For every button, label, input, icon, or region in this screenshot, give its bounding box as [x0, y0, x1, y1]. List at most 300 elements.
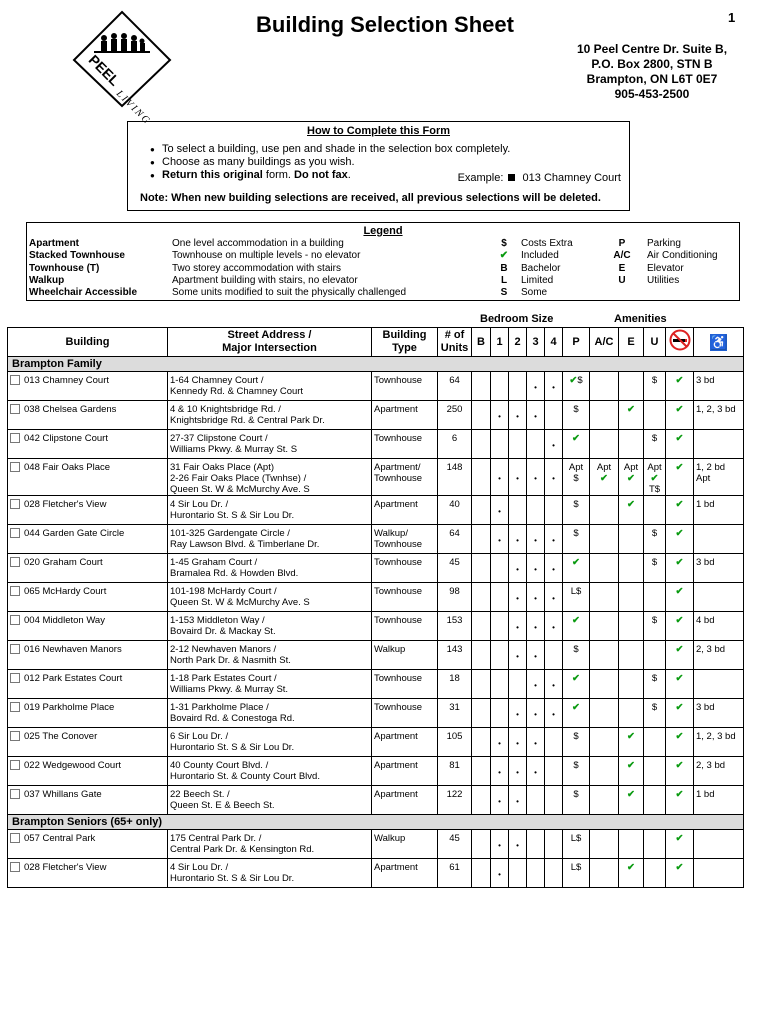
bedroom-size-cell	[509, 670, 527, 699]
return-end-text: .	[347, 169, 351, 181]
building-type-cell: Townhouse	[372, 554, 438, 583]
bedroom-size-cell: •	[527, 372, 545, 401]
building-name: 016 Newhaven Manors	[24, 644, 122, 655]
instructions-box	[127, 121, 630, 211]
bedroom-size-cell: •	[491, 496, 509, 525]
check-icon: ✔	[627, 499, 635, 510]
bedroom-size-cell: •	[527, 583, 545, 612]
bedroom-size-header: Bedroom Size	[480, 313, 554, 325]
legend-amenity-code: U	[618, 274, 626, 286]
building-cell	[8, 459, 168, 496]
units-cell: 148	[438, 459, 472, 496]
address-cell: 101-198 McHardy Court / Queen St. W & McMurchy Ave. S	[168, 583, 372, 612]
table-row	[8, 786, 744, 815]
bedroom-size-cell	[472, 641, 491, 670]
units-cell: 31	[438, 699, 472, 728]
column-header	[694, 328, 744, 357]
check-icon: ✔	[675, 789, 684, 800]
legend-definition: Townhouse on multiple levels - no elevator	[172, 250, 361, 262]
bedroom-size-cell: •	[509, 786, 527, 815]
wheelchair-accessible-cell: 3 bd	[694, 372, 744, 401]
table-row	[8, 554, 744, 583]
building-type-cell: Walkup	[372, 830, 438, 859]
bedroom-size-cell	[545, 401, 563, 430]
no-smoking-cell	[666, 670, 694, 699]
legend-symbol: $	[501, 238, 507, 249]
units-cell: 105	[438, 728, 472, 757]
amenity-cell-e	[619, 496, 644, 525]
amenity-cell-u	[644, 786, 666, 815]
bedroom-size-cell: •	[545, 525, 563, 554]
legend-symbol-descriptions	[521, 238, 573, 299]
selection-checkbox[interactable]	[10, 702, 20, 712]
check-icon: ✔	[627, 760, 635, 771]
return-original-text: Return this original	[162, 169, 263, 181]
example	[458, 172, 621, 184]
page-title: Building Selection Sheet	[256, 12, 514, 37]
building-name: 012 Park Estates Court	[24, 673, 123, 684]
legend-definition: Apartment building with stairs, no elevator	[172, 274, 358, 286]
legend-symbol: B	[500, 262, 508, 274]
wheelchair-accessible-cell: 3 bd	[694, 554, 744, 583]
amenity-cell-u	[644, 401, 666, 430]
check-icon: ✔	[650, 473, 659, 484]
no-smoking-cell	[666, 401, 694, 430]
building-cell	[8, 757, 168, 786]
wheelchair-accessible-cell	[694, 859, 744, 888]
bedroom-size-cell	[472, 728, 491, 757]
address-cell: 1-31 Parkholme Place / Bovaird Rd. & Conestoga Rd.	[168, 699, 372, 728]
amenity-cell-ac	[590, 496, 619, 525]
no-smoking-cell	[666, 757, 694, 786]
units-cell: 64	[438, 372, 472, 401]
legend-definition: Two storey accommodation with stairs	[172, 262, 341, 274]
bedroom-size-cell	[545, 830, 563, 859]
bedroom-size-cell	[472, 430, 491, 459]
wheelchair-accessible-cell	[694, 525, 744, 554]
check-icon: ✔	[627, 731, 635, 742]
legend-amenity-description: Elevator	[647, 262, 684, 274]
selection-checkbox[interactable]	[10, 615, 20, 625]
building-name: 028 Fletcher's View	[24, 862, 107, 873]
building-type-cell: Apartment	[372, 401, 438, 430]
bedroom-size-cell: •	[509, 583, 527, 612]
wheelchair-accessible-cell	[694, 670, 744, 699]
bedroom-size-cell	[491, 583, 509, 612]
bedroom-size-cell	[472, 459, 491, 496]
building-cell	[8, 430, 168, 459]
bedroom-size-cell: •	[527, 699, 545, 728]
check-icon: ✔	[675, 833, 684, 844]
building-cell	[8, 583, 168, 612]
building-cell	[8, 641, 168, 670]
address-cell: 1-64 Chamney Court / Kennedy Rd. & Chamney Court	[168, 372, 372, 401]
selection-checkbox[interactable]	[10, 833, 20, 843]
address-line: P.O. Box 2800, STN B	[591, 57, 713, 71]
building-type-cell: Apartment	[372, 757, 438, 786]
bedroom-size-cell	[509, 496, 527, 525]
amenity-cell-p: $	[563, 401, 590, 430]
return-form-text: form.	[262, 169, 295, 181]
bedroom-size-cell	[545, 728, 563, 757]
filled-box-icon	[508, 174, 515, 181]
legend-term: Stacked Townhouse	[29, 250, 125, 262]
legend-box	[26, 222, 740, 301]
units-cell: 143	[438, 641, 472, 670]
amenity-cell-e	[619, 830, 644, 859]
bedroom-size-cell	[545, 641, 563, 670]
amenity-cell-p	[563, 670, 590, 699]
address-line: Brampton, ON L6T 0E7	[586, 72, 718, 86]
instruction-item: ● Choose as many buildings as you wish.	[150, 156, 629, 169]
legend-symbol: L	[500, 274, 508, 286]
amenity-cell-p: Apt $	[563, 459, 590, 496]
bedroom-size-cell: •	[545, 699, 563, 728]
selection-checkbox[interactable]	[10, 528, 20, 538]
selection-checkbox[interactable]	[10, 462, 20, 472]
selection-checkbox[interactable]	[10, 375, 20, 385]
address-cell: 40 County Court Blvd. / Hurontario St. & County Court Blvd.	[168, 757, 372, 786]
amenity-cell-u	[644, 859, 666, 888]
amenity-cell-ac	[590, 786, 619, 815]
bedroom-size-cell: •	[545, 583, 563, 612]
bedroom-size-cell: •	[509, 830, 527, 859]
building-cell	[8, 786, 168, 815]
amenity-cell-u: $	[644, 372, 666, 401]
amenity-cell-u: $	[644, 670, 666, 699]
building-name: 028 Fletcher's View	[24, 499, 107, 510]
selection-checkbox[interactable]	[10, 862, 20, 872]
check-icon: ✔	[572, 615, 580, 626]
building-name: 037 Whillans Gate	[24, 789, 102, 800]
building-type-cell: Townhouse	[372, 699, 438, 728]
address-cell: 101-325 Gardengate Circle / Ray Lawson Blvd. & Timberlane Dr.	[168, 525, 372, 554]
bedroom-size-cell	[527, 430, 545, 459]
amenity-cell-ac	[590, 830, 619, 859]
check-icon: ✔	[572, 433, 580, 444]
legend-amenity-code: P	[618, 238, 626, 249]
legend-term: Walkup	[29, 274, 65, 286]
amenity-cell-ac	[590, 372, 619, 401]
no-smoking-cell	[666, 699, 694, 728]
check-icon: ✔	[675, 586, 684, 597]
building-name: 013 Chamney Court	[24, 375, 110, 386]
column-header: 3	[527, 328, 545, 357]
amenity-cell-p	[563, 612, 590, 641]
legend-amenity-description: Air Conditioning	[647, 250, 718, 262]
example-label: Example:	[457, 172, 504, 184]
table-row	[8, 830, 744, 859]
check-icon: ✔	[572, 673, 580, 684]
bedroom-size-cell: •	[527, 401, 545, 430]
address-cell: 22 Beech St. / Queen St. E & Beech St.	[168, 786, 372, 815]
amenity-cell-e	[619, 612, 644, 641]
amenity-cell-u	[644, 757, 666, 786]
check-icon: ✔	[675, 615, 684, 626]
building-type-cell: Walkup	[372, 641, 438, 670]
legend-symbol-description: Limited	[521, 274, 554, 286]
building-type-cell: Apartment	[372, 859, 438, 888]
bedroom-size-cell	[472, 830, 491, 859]
table-row	[8, 670, 744, 699]
building-cell	[8, 670, 168, 699]
bedroom-size-cell	[527, 859, 545, 888]
address-cell: 4 Sir Lou Dr. / Hurontario St. S & Sir Lou Dr.	[168, 496, 372, 525]
wheelchair-icon: ♿	[710, 333, 728, 350]
bedroom-size-cell: •	[527, 670, 545, 699]
units-cell: 61	[438, 859, 472, 888]
selection-checkbox[interactable]	[10, 673, 20, 683]
amenity-cell-p: $	[563, 641, 590, 670]
check-icon: ✔	[572, 557, 580, 568]
bedroom-size-cell: •	[527, 525, 545, 554]
address-cell: 1-153 Middleton Way / Bovaird Dr. & Mackay St.	[168, 612, 372, 641]
bedroom-size-cell	[491, 670, 509, 699]
bedroom-size-cell	[527, 830, 545, 859]
bedroom-size-cell: •	[527, 641, 545, 670]
units-cell: 81	[438, 757, 472, 786]
amenity-cell-e	[619, 757, 644, 786]
units-cell: 250	[438, 401, 472, 430]
amenity-cell-ac: Apt ✔	[590, 459, 619, 496]
amenity-cell-e	[619, 430, 644, 459]
bedroom-size-cell: •	[509, 525, 527, 554]
wheelchair-accessible-cell: 2, 3 bd	[694, 641, 744, 670]
amenity-cell-ac	[590, 612, 619, 641]
wheelchair-accessible-cell: 1, 2, 3 bd	[694, 401, 744, 430]
building-name: 044 Garden Gate Circle	[24, 528, 125, 539]
legend-amenity-description: Utilities	[647, 274, 680, 286]
check-icon: ✔	[627, 862, 635, 873]
no-smoking-cell	[666, 525, 694, 554]
legend-definitions	[172, 238, 406, 299]
building-name: 038 Chelsea Gardens	[24, 404, 117, 415]
amenity-cell-e	[619, 401, 644, 430]
check-icon: ✔	[675, 862, 684, 873]
selection-checkbox[interactable]	[10, 433, 20, 443]
bedroom-size-cell	[472, 699, 491, 728]
building-name: 020 Graham Court	[24, 557, 103, 568]
building-table	[7, 327, 744, 888]
table-row	[8, 430, 744, 459]
building-cell	[8, 859, 168, 888]
column-header: B	[472, 328, 491, 357]
bedroom-size-cell: •	[527, 459, 545, 496]
table-row	[8, 728, 744, 757]
check-icon: ✔	[675, 528, 684, 539]
amenity-cell-p: $	[563, 786, 590, 815]
no-smoking-cell	[666, 583, 694, 612]
check-icon: ✔	[499, 250, 509, 262]
amenity-cell-ac	[590, 670, 619, 699]
no-smoking-icon	[669, 329, 691, 351]
building-type-cell: Townhouse	[372, 612, 438, 641]
legend-symbol-description: Costs Extra	[521, 238, 573, 249]
check-icon: ✔	[675, 731, 684, 742]
check-icon: ✔	[627, 404, 635, 415]
check-icon: ✔	[675, 433, 684, 444]
selection-checkbox[interactable]	[10, 499, 20, 509]
check-icon: ✔	[600, 473, 608, 484]
amenity-cell-u: $	[644, 612, 666, 641]
building-cell	[8, 525, 168, 554]
bedroom-size-cell: •	[527, 728, 545, 757]
bedroom-size-cell: •	[509, 554, 527, 583]
column-header: 1	[491, 328, 509, 357]
legend-symbols	[497, 238, 511, 299]
building-cell	[8, 372, 168, 401]
table-row	[8, 757, 744, 786]
wheelchair-accessible-cell	[694, 430, 744, 459]
selection-checkbox[interactable]	[10, 760, 20, 770]
amenity-cell-ac	[590, 757, 619, 786]
do-not-fax-text: Do not fax	[294, 169, 348, 181]
office-address	[552, 42, 752, 102]
amenity-cell-ac	[590, 583, 619, 612]
amenity-cell-u: $	[644, 699, 666, 728]
selection-checkbox[interactable]	[10, 557, 20, 567]
bedroom-size-cell	[472, 757, 491, 786]
no-smoking-cell	[666, 372, 694, 401]
amenity-cell-p	[563, 554, 590, 583]
check-icon: ✔	[675, 404, 684, 415]
section-header-row	[8, 815, 744, 830]
building-cell	[8, 699, 168, 728]
column-header: Building Type	[372, 328, 438, 357]
bedroom-size-cell: •	[509, 459, 527, 496]
check-icon: ✔	[572, 702, 580, 713]
building-name: 025 The Conover	[24, 731, 98, 742]
building-name: 048 Fair Oaks Place	[24, 462, 111, 473]
amenity-cell-ac	[590, 401, 619, 430]
bedroom-size-cell	[491, 641, 509, 670]
bedroom-size-cell: •	[527, 757, 545, 786]
legend-amenity-code: A/C	[613, 250, 631, 262]
wheelchair-accessible-cell: 4 bd	[694, 612, 744, 641]
bedroom-size-cell	[545, 859, 563, 888]
no-smoking-cell	[666, 496, 694, 525]
check-icon: ✔	[675, 557, 684, 568]
bedroom-size-cell	[527, 496, 545, 525]
check-icon: ✔	[675, 499, 684, 510]
bedroom-size-cell: •	[491, 786, 509, 815]
bedroom-size-cell: •	[545, 612, 563, 641]
selection-checkbox[interactable]	[10, 731, 20, 741]
bedroom-size-cell	[509, 372, 527, 401]
selection-checkbox[interactable]	[10, 789, 20, 799]
amenity-cell-u	[644, 728, 666, 757]
building-name: 022 Wedgewood Court	[24, 760, 121, 771]
legend-definition: Some units modified to suit the physically challenged	[172, 287, 407, 299]
column-header: 2	[509, 328, 527, 357]
amenity-cell-e	[619, 525, 644, 554]
amenity-cell-p: $	[563, 757, 590, 786]
building-name: 004 Middleton Way	[24, 615, 105, 626]
amenity-cell-p: ✔$	[563, 372, 590, 401]
legend-symbol: S	[500, 287, 508, 299]
bedroom-size-cell: •	[545, 372, 563, 401]
amenity-cell-u	[644, 496, 666, 525]
legend-amenity-descriptions	[647, 238, 718, 287]
column-header: E	[619, 328, 644, 357]
instructions-title: How to Complete this Form	[307, 125, 450, 137]
table-row	[8, 525, 744, 554]
address-cell: 175 Central Park Dr. / Central Park Dr. & Kensington Rd.	[168, 830, 372, 859]
amenity-cell-p: L$	[563, 859, 590, 888]
bedroom-size-cell	[491, 554, 509, 583]
building-cell	[8, 401, 168, 430]
units-cell: 64	[438, 525, 472, 554]
amenity-cell-e	[619, 583, 644, 612]
building-type-cell: Apartment	[372, 728, 438, 757]
amenity-cell-ac	[590, 430, 619, 459]
amenity-cell-ac	[590, 641, 619, 670]
bedroom-size-cell	[472, 554, 491, 583]
amenity-cell-u	[644, 830, 666, 859]
bedroom-size-cell: •	[491, 757, 509, 786]
amenity-cell-u: $	[644, 554, 666, 583]
legend-symbol	[497, 250, 511, 262]
table-row	[8, 496, 744, 525]
selection-checkbox[interactable]	[10, 644, 20, 654]
bedroom-size-cell: •	[509, 757, 527, 786]
bedroom-size-cell: •	[545, 430, 563, 459]
selection-checkbox[interactable]	[10, 404, 20, 414]
wheelchair-accessible-cell: 2, 3 bd	[694, 757, 744, 786]
check-icon: ✔	[627, 473, 635, 484]
address-line: 10 Peel Centre Dr. Suite B,	[576, 42, 728, 56]
amenity-cell-e	[619, 372, 644, 401]
selection-checkbox[interactable]	[10, 586, 20, 596]
bedroom-size-cell: •	[509, 612, 527, 641]
instruction-item: ● To select a building, use pen and shade in the selection box completely.	[150, 143, 629, 156]
check-icon: ✔	[675, 673, 684, 684]
bedroom-size-cell: •	[491, 728, 509, 757]
building-name: 065 McHardy Court	[24, 586, 107, 597]
units-cell: 153	[438, 612, 472, 641]
no-smoking-cell	[666, 430, 694, 459]
bedroom-size-cell: •	[491, 401, 509, 430]
amenities-header: Amenities	[614, 313, 667, 325]
building-name: 042 Clipstone Court	[24, 433, 108, 444]
table-row	[8, 459, 744, 496]
wheelchair-accessible-cell	[694, 830, 744, 859]
bedroom-size-cell: •	[545, 554, 563, 583]
phone-number: 905-453-2500	[614, 87, 690, 101]
bedroom-size-cell	[472, 670, 491, 699]
bedroom-size-cell	[472, 525, 491, 554]
units-cell: 40	[438, 496, 472, 525]
table-row	[8, 859, 744, 888]
amenity-cell-ac	[590, 525, 619, 554]
legend-symbol-description: Bachelor	[521, 262, 561, 274]
amenity-cell-p: $	[563, 525, 590, 554]
building-type-cell: Townhouse	[372, 430, 438, 459]
no-smoking-cell	[666, 859, 694, 888]
bedroom-size-cell	[545, 496, 563, 525]
legend-amenity-description: Parking	[647, 238, 681, 249]
address-cell: 4 & 10 Knightsbridge Rd. / Knightsbridge Rd. & Central Park Dr.	[168, 401, 372, 430]
amenity-cell-ac	[590, 554, 619, 583]
address-cell: 6 Sir Lou Dr. / Hurontario St. S & Sir Lou Dr.	[168, 728, 372, 757]
check-icon: ✔	[675, 644, 684, 655]
bedroom-size-cell	[491, 699, 509, 728]
no-smoking-cell	[666, 459, 694, 496]
amenity-cell-e	[619, 554, 644, 583]
column-header: A/C	[590, 328, 619, 357]
bedroom-size-cell	[472, 612, 491, 641]
bedroom-size-cell	[472, 496, 491, 525]
